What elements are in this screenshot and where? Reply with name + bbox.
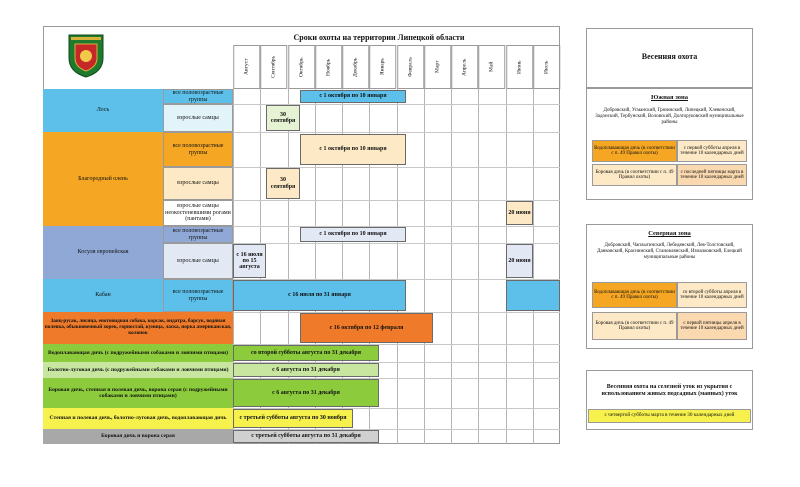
month-1: Август (233, 45, 260, 89)
cat-kos-all: все половозрастные группы (163, 226, 233, 243)
period-kos-males: с 16 июля по 15 августа (233, 244, 266, 278)
south-row1-right: с первой субботы апреля в течение 10 календарных дней (677, 140, 747, 162)
period-zayats: с 16 октября по 12 февраля (300, 313, 433, 343)
cat-kaban-all: все половозрастные группы (163, 279, 233, 312)
month-12: Июль (533, 45, 560, 89)
decoy-period: с четвертой субботы марта в течение 30 календарных дней (588, 409, 751, 423)
period-blag-panty: 20 июня (506, 201, 533, 225)
species-kosulya: Косуля европейская (43, 226, 163, 279)
species-blag-olen: Благородный олень (43, 132, 163, 226)
period-kaban: с 16 июля по 31 января (233, 280, 406, 311)
species-borovaya2: Боровая дичь и ворона серая (43, 429, 233, 444)
month-11: Июнь (506, 45, 533, 89)
south-row2-left: Боровая дичь (в соответствии с п. 49 Правил охоты) (592, 164, 677, 186)
cat-blag-all: все половозрастные группы (163, 132, 233, 167)
period-borovaya2: с третьей субботы августа по 31 декабря (233, 430, 379, 443)
month-8: Март (424, 45, 451, 89)
period-les-males: 30 сентября (266, 105, 300, 131)
species-kaban: Кабан (43, 279, 163, 312)
north-row1-left: Водоплавающая дичь (в соответствии с п. 49 Правил охоты) (592, 282, 677, 308)
cat-les-all: все половозрастные группы (163, 89, 233, 104)
month-3: Октябрь (288, 45, 315, 89)
south-row2-right: с последней пятницы марта в течение 10 календарных дней (677, 164, 747, 186)
north-row2-right: с первой пятницы апреля в течение 10 календарных дней (677, 312, 747, 340)
period-blag-males: 30 сентября (266, 168, 300, 199)
decoy-title: Весенняя охота на селезней уток из укрытия с использованием живых подсадных (манных) уток (601, 384, 738, 397)
month-7: Февраль (397, 45, 424, 89)
month-2: Сентябрь (260, 45, 287, 89)
spring-title: Весенняя охота (641, 51, 698, 61)
north-zone-districts: Добровский, Чаплыгинский, Лебедянский, Лев-Толстовский, Данковский, Краснинский, Становлянский, Измалковский, Елецкий муниципальные районы (597, 243, 742, 260)
period-vodoplav: со второй субботы августа по 31 декабря (233, 345, 379, 361)
period-les-all: с 1 октября по 10 января (300, 90, 406, 103)
period-borovaya: с 6 августа по 31 декабря (233, 379, 379, 407)
month-4: Ноябрь (315, 45, 342, 89)
shield-icon (66, 32, 106, 78)
month-6: Январь (369, 45, 396, 89)
species-les: Лось (43, 89, 163, 132)
north-zone-title: Северная зона (648, 230, 691, 238)
species-borovaya: Боровая дичь, степная и полевая дичь, ворона серая (с подружейными собаками и ловчими птицами) (43, 378, 233, 408)
period-stepnaya: с третьей субботы августа по 30 ноября (233, 409, 353, 428)
month-10: Май (478, 45, 505, 89)
north-row1-right: со второй субботы апреля в течение 10 календарных дней (677, 282, 747, 308)
cat-kos-males: взрослые самцы (163, 243, 233, 279)
period-kos-all: с 1 октября по 10 января (300, 227, 406, 242)
period-kos-june: 20 июня (506, 244, 533, 278)
cat-blag-males: взрослые самцы (163, 167, 233, 200)
species-vodoplav: Водоплавающая дичь (с подружейными собаками и ловчими птицами) (43, 344, 233, 362)
period-blag-all: с 1 октября по 10 января (300, 134, 406, 165)
cat-blag-antlers: взрослые самцы неокостеневшими рогами (пантами) (163, 200, 233, 226)
region-emblem (66, 32, 106, 78)
period-bolotno: с 6 августа по 31 декабря (233, 363, 379, 377)
north-row2-left: Боровая дичь (в соответствии с п. 49 Правил охоты) (592, 312, 677, 340)
month-9: Апрель (451, 45, 478, 89)
species-stepnaya: Степная и полевая дичь, болотно-луговая дичь, водоплавающая дичь (43, 408, 233, 429)
row-gridline (233, 132, 560, 133)
month-gridline (451, 89, 452, 444)
month-gridline (424, 89, 425, 444)
cat-les-males: взрослые самцы (163, 104, 233, 132)
south-row1-left: Водоплавающая дичь (в соответствии с п. 49 Правил охоты) (592, 140, 677, 162)
month-header (233, 45, 560, 89)
species-bolotno: Болотно-луговая дичь (с подружейными собаками и ловчими птицами) (43, 362, 233, 378)
south-zone-title: Южная зона (650, 94, 689, 102)
south-zone-districts: Добровский, Усманский, Грязинский, Липецкий, Хлевенский, Задонский, Тербунский, Воловский, Долгоруковский муниципальные районы (595, 108, 744, 125)
month-5: Декабрь (342, 45, 369, 89)
period-kaban-summer (506, 280, 560, 311)
page-title: Сроки охоты на территории Липецкой области (293, 32, 465, 42)
month-gridline (478, 89, 479, 444)
species-zayats: Заяц-русак, лисица, енотовидная собака, корсак, ондатра, барсук, водяная полевка, обыкновенный хорек, горностай, куница, ласка, норка американская, колонок (43, 312, 233, 344)
